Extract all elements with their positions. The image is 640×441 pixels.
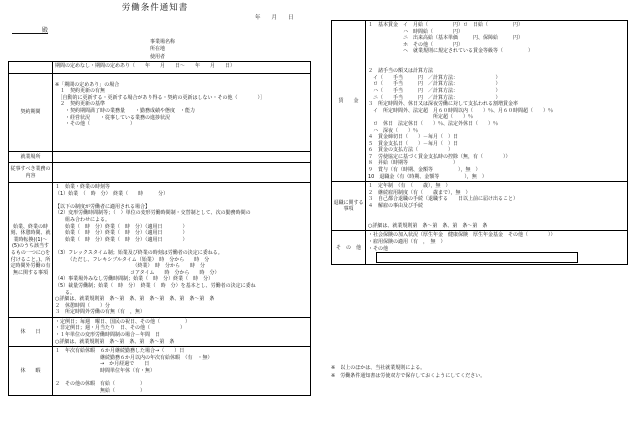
content-line: 始業（ 時 分）終業（ 時 分）（適用日 ） xyxy=(55,236,188,243)
condition-row xyxy=(332,21,628,182)
content-line: 所定超（ ）％ xyxy=(368,114,474,121)
row-label: 始業、終業の時刻、休憩時間、就業時転換((1)～(5)のうち該当するもの一つに○を付けること。)、所定時間外労働の有無に関する事項 xyxy=(9,183,53,318)
content-line: ３ 所定時間外、休日又は深夜労働に対して支払われる割増賃金率 xyxy=(368,101,519,108)
content-line: イ 所定時間外、法定超 月６０時間以内（ ）％、月６０時間超（ ）％ xyxy=(368,107,554,114)
condition-row xyxy=(9,62,311,74)
content-line xyxy=(55,75,308,82)
content-line: （4）事業場外みなし労働時間制；始業（ 時 分）終業（ 時 分） xyxy=(55,276,214,283)
content-line xyxy=(368,210,625,217)
content-line: る。 xyxy=(55,289,76,296)
content-line: １ 基本賃金 イ 月給（ 円）ロ 日給（ 円） xyxy=(368,22,524,28)
content-line xyxy=(368,55,625,62)
employer-name-label: 事業場名称 xyxy=(150,39,176,45)
condition-row xyxy=(332,182,628,231)
content-line: ・契約期間満了時の業務量 ・勤務成績や態度 ・能力 xyxy=(55,107,196,114)
content-line: ロ（ 手当 円 ／計算方法： ） xyxy=(368,81,501,88)
row-content xyxy=(53,74,311,152)
content-line: ２ 契約更新の基準 xyxy=(55,101,106,108)
content-line: ［自動的に更新する・更新する場合があり得る・契約の更新はしない・その他（ ）］ xyxy=(55,94,266,101)
content-line: １ 契約更新の有無 xyxy=(55,88,106,95)
row-content xyxy=(53,152,311,163)
row-content xyxy=(366,21,628,182)
right-conditions-table xyxy=(331,20,628,265)
row-content xyxy=(366,182,628,231)
content-line: ハ（ 手当 円 ／計算方法： ） xyxy=(368,87,501,94)
row-content xyxy=(53,62,311,74)
row-content xyxy=(53,183,311,318)
content-line: ２ 諸手当の額又は計算方法 xyxy=(368,68,434,75)
row-label: 休 暇 xyxy=(9,347,53,396)
row-label: 就業場所 xyxy=(9,152,53,163)
content-line: ・非定例日；週・月当たり 日、その他（ ） xyxy=(55,325,186,332)
condition-row xyxy=(9,183,311,318)
content-line: 継続勤務６か月以内の年次有給休暇 （有 ・無） xyxy=(55,354,213,361)
row-content xyxy=(53,347,311,396)
content-line: 期間の定めなし・期間の定めあり（ 年 月 日～ 年 月 日） xyxy=(55,63,236,69)
other-notes-bracket xyxy=(376,252,578,263)
content-line: ７ 労使協定に基づく賃金支払時の控除（無，有（ ）） xyxy=(368,153,511,160)
content-line: （終業） 時 分から 時 分 xyxy=(55,263,206,270)
content-line: ○詳細は、就業規則第 条～第 条、第 条～第 条 xyxy=(368,222,488,229)
row-label: 従事すべき業務の内容 xyxy=(9,163,53,183)
content-line: イ（ 手当 円 ／計算方法： ） xyxy=(368,74,501,81)
content-line: ハ 時間給（ 円） xyxy=(368,28,464,35)
content-line: （ただし、フレキシブルタイム（始業） 時 分から 時 分 xyxy=(55,256,210,263)
content-line: ３ 自己都合退職の手続（退職する 日以上前に届け出ること） xyxy=(368,196,519,203)
content-line: ○詳細は、就業規則第 条～第 条、第 条～第 条、第 条～第 条 xyxy=(55,296,215,303)
row-label: 休 日 xyxy=(9,317,53,346)
addressee: 殿 xyxy=(12,27,49,34)
employer-person-label: 使用者 xyxy=(150,53,166,60)
row-content xyxy=(53,163,311,183)
content-line: コアタイム 時 分から 時 分） xyxy=(55,269,220,276)
left-conditions-table xyxy=(8,61,311,396)
content-line: ・その他（ ） xyxy=(55,121,136,128)
content-line: ロ 休日 法定休日（ ）％、法定外休日（ ）％ xyxy=(368,120,499,127)
content-line xyxy=(55,197,308,204)
content-line: ２ 休憩時間（ ）分 xyxy=(55,302,111,309)
row-content xyxy=(366,231,628,265)
document-title: 労働条件通知書 xyxy=(121,3,189,13)
content-line: 時間単位年休（有・無） xyxy=(55,368,156,375)
content-line: ハ 深夜（ ）％ xyxy=(368,127,419,134)
content-line xyxy=(55,164,308,171)
content-line: １ 年次有給休暇 ６か月継続勤務した場合→（ ）日 xyxy=(55,348,185,355)
content-line: ・１年単位の変形労働時間制の場合－年間 日 xyxy=(55,332,161,339)
content-line: ※「期間の定めあり」の場合 xyxy=(55,81,120,88)
condition-row xyxy=(9,317,311,346)
content-line: ・経営状況 ・従事している業務の進捗状況 xyxy=(55,114,171,121)
content-line: ニ（ 手当 円 ／計算方法： ） xyxy=(368,94,501,101)
content-line: 始業（ 時 分）終業（ 時 分）（適用日 ） xyxy=(55,230,188,237)
content-line xyxy=(55,171,308,178)
content-line: ４ 解雇の事由及び手続 xyxy=(368,203,424,210)
content-line: （2）変形労働時間制等；（ ）単位の変形労働時間制・交替制として、次の勤務時間の xyxy=(55,210,251,217)
condition-row xyxy=(9,74,311,152)
content-line: （3）フレックスタイム制；始業及び終業の時刻は労働者の決定に委ねる。 xyxy=(55,249,223,256)
content-line: （1）始業 （ 時 分） 終業（ 時 分） xyxy=(55,190,169,197)
content-line: ２ 継続雇用制度（有（ 歳まで），無 ） xyxy=(368,189,471,196)
content-line: ヘ 就業規則に規定されている賃金等級等（ ） xyxy=(368,48,534,55)
footnote: ※ 労働条件通知書は労使双方で保存しておくようにしてください。 xyxy=(331,373,486,379)
content-line: 組み合わせによる。 xyxy=(55,216,111,223)
content-line: 無給（ ） xyxy=(55,387,146,394)
footnote: ※ 以上のほかは、当社就業規則による。 xyxy=(331,365,426,371)
content-line: ・雇用保険の適用（有 ， 無 ） xyxy=(368,239,446,245)
row-label xyxy=(9,62,53,74)
content-line: ○詳細は、就業規則第 条～第 条、第 条～第 条 xyxy=(55,338,175,345)
issue-date: 年 月 日 xyxy=(255,15,294,21)
condition-row xyxy=(9,152,311,163)
content-line: 始業（ 時 分）終業（ 時 分）（適用日 ） xyxy=(55,223,188,230)
content-line: ６ 賃金の支払方法（ ） xyxy=(368,147,454,154)
content-line: ３ 所定時間外労働の有無（有 ，無） xyxy=(55,309,146,316)
content-line: ８ 昇給（時期等 ） xyxy=(368,160,459,167)
content-line xyxy=(55,243,308,250)
content-line: １ 始業・終業の時刻等 xyxy=(55,184,111,190)
content-line: ニ 出来高給（基本単価 円、保障給 円） xyxy=(368,35,524,42)
content-line: ・定例日；毎週 曜日、国民の祝日、その他（ ） xyxy=(55,318,191,325)
content-line: ９ 賞与（有（時期、金額等 ），無 ） xyxy=(368,167,481,174)
condition-row xyxy=(332,231,628,265)
content-line: （5）裁量労働制；始業（ 時 分） 終業（ 時 分）を基本とし、労働者の決定に委ね xyxy=(55,282,256,289)
employer-block xyxy=(150,39,175,61)
content-line: ２ その他の休暇 有給（ ） xyxy=(55,381,146,388)
content-line: ・その他 xyxy=(368,245,389,252)
content-line: → か月経過で 日 xyxy=(55,361,150,368)
content-line: ・社会保険の加入状況（厚生年金 健康保険 厚生年金基金 その他（ ）） xyxy=(368,232,556,239)
row-label: 賃 金 xyxy=(332,21,366,182)
employer-address-label: 所在地 xyxy=(150,46,166,53)
condition-row xyxy=(9,163,311,183)
content-line: ホ その他（ 円） xyxy=(368,41,464,48)
row-label: 退職に関する事項 xyxy=(332,182,366,231)
content-line: １ 定年制 （有 （ 歳），無 ） xyxy=(368,183,451,190)
content-line xyxy=(55,153,308,160)
row-content xyxy=(53,317,311,346)
content-line: ４ 賃金締切日（ ）－毎月（ ）日 xyxy=(368,134,459,141)
content-line: ５ 賃金支払日（ ）－毎月（ ）日 xyxy=(368,140,459,147)
row-label: そ の 他 xyxy=(332,231,366,265)
content-line xyxy=(368,216,625,223)
row-label: 契約期間 xyxy=(9,74,53,152)
footnotes xyxy=(331,364,485,380)
content-line: 【以下の制度が労働者に適用される場合】 xyxy=(55,203,151,210)
condition-row xyxy=(9,347,311,396)
content-line: 10 退職金（有（時期、金額等 ），無 ） xyxy=(368,173,487,180)
